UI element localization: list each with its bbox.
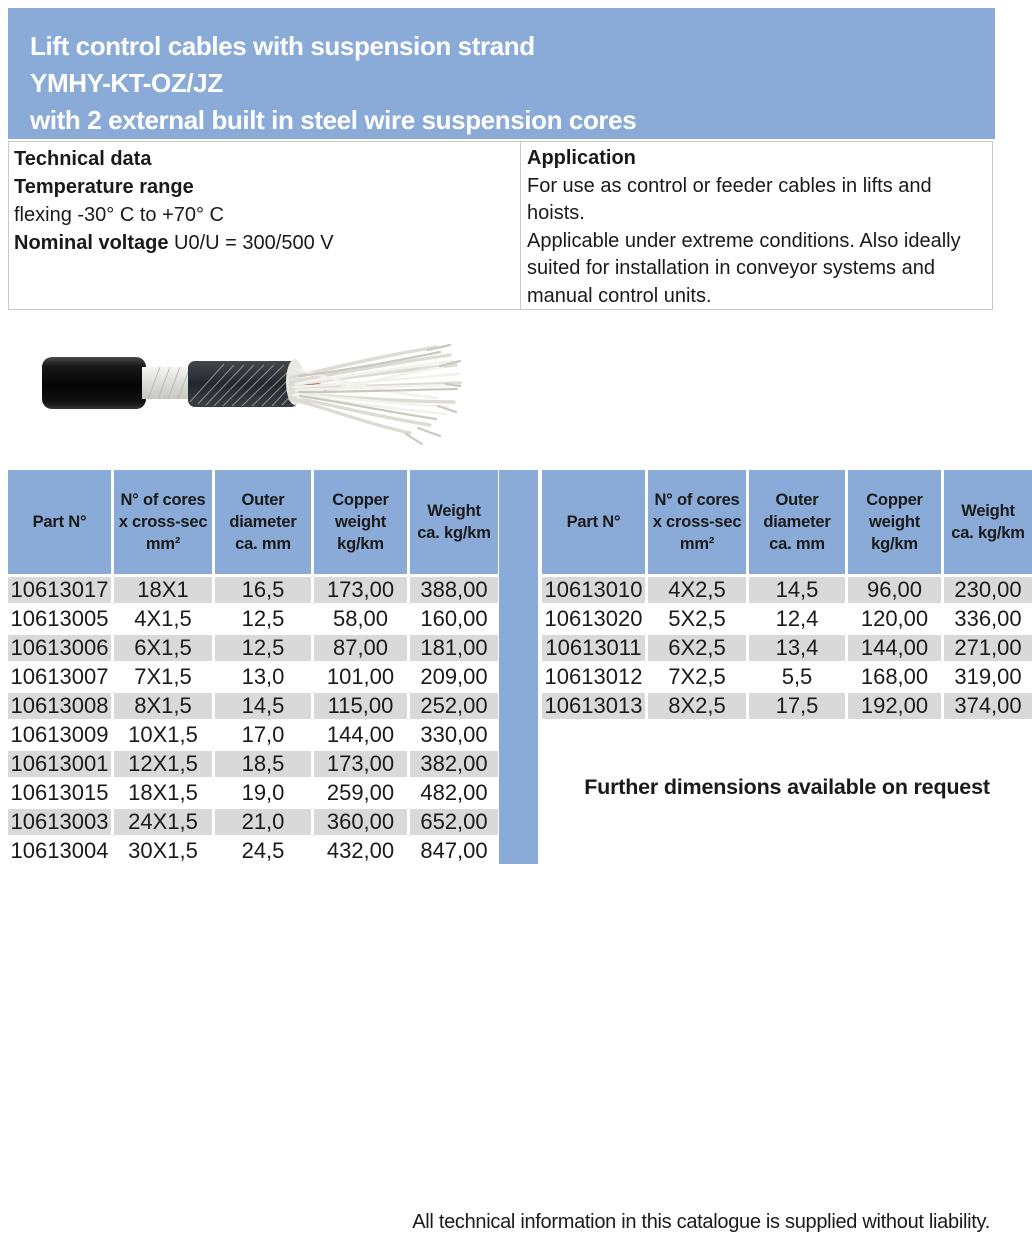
table-row	[542, 577, 1032, 603]
column-header: Part N°	[542, 470, 645, 574]
spec-table-right	[539, 467, 1032, 722]
page-header	[8, 8, 995, 139]
table-cell: 10613003	[8, 809, 111, 835]
further-dimensions-note: Further dimensions available on request	[584, 775, 990, 799]
table-cell: 374,00	[944, 693, 1032, 719]
table-cell: 21,0	[215, 809, 311, 835]
table-cell: 58,00	[314, 606, 407, 632]
table-cell: 12X1,5	[114, 751, 212, 777]
flexing-temperature-range: flexing -30° C to +70° C	[14, 204, 224, 226]
table-row	[542, 693, 1032, 719]
temperature-range-heading: Temperature range	[14, 176, 194, 198]
filler-strands	[290, 345, 460, 444]
table-row	[8, 780, 498, 806]
column-header: Part N°	[8, 470, 111, 574]
table-cell: 252,00	[410, 693, 498, 719]
table-cell: 192,00	[848, 693, 941, 719]
spec-table-left	[5, 467, 501, 867]
table-cell: 144,00	[848, 635, 941, 661]
table-cell: 5,5	[749, 664, 845, 690]
table-cell: 10613012	[542, 664, 645, 690]
column-header: Copper weight kg/km	[314, 470, 407, 574]
table-cell: 13,0	[215, 664, 311, 690]
table-cell: 4X1,5	[114, 606, 212, 632]
table-row	[8, 838, 498, 864]
table-cell: 12,5	[215, 606, 311, 632]
cable-jacket	[42, 357, 146, 409]
application-heading: Application	[527, 147, 636, 169]
table-row	[8, 809, 498, 835]
page-title: Lift control cables with suspension strand YMHY-KT-OZ/JZ with 2 external built in steel wire suspension cores	[30, 31, 637, 135]
table-row	[8, 693, 498, 719]
table-cell: 10613007	[8, 664, 111, 690]
table-cell: 6X1,5	[114, 635, 212, 661]
table-cell: 8X1,5	[114, 693, 212, 719]
table-cell: 120,00	[848, 606, 941, 632]
table-cell: 6X2,5	[648, 635, 746, 661]
table-cell: 432,00	[314, 838, 407, 864]
section-divider	[520, 142, 521, 309]
liability-footer: All technical information in this catalogue is supplied without liability.	[412, 1211, 990, 1233]
table-cell: 271,00	[944, 635, 1032, 661]
nominal-voltage-label: Nominal voltage	[14, 232, 169, 254]
table-cell: 96,00	[848, 577, 941, 603]
cable-inner-wrap	[142, 367, 190, 399]
column-header: Copper weight kg/km	[848, 470, 941, 574]
column-header: N° of cores x cross-sec mm²	[114, 470, 212, 574]
table-cell: 30X1,5	[114, 838, 212, 864]
table-row	[542, 635, 1032, 661]
table-cell: 10613005	[8, 606, 111, 632]
table-cell: 336,00	[944, 606, 1032, 632]
table-cell: 173,00	[314, 577, 407, 603]
table-cell: 10613015	[8, 780, 111, 806]
application-section	[527, 145, 989, 310]
table-cell: 17,5	[749, 693, 845, 719]
table-cell: 115,00	[314, 693, 407, 719]
column-header: Outer diameter ca. mm	[215, 470, 311, 574]
table-cell: 10X1,5	[114, 722, 212, 748]
table-cell: 4X2,5	[648, 577, 746, 603]
table-cell: 330,00	[410, 722, 498, 748]
table-row	[8, 722, 498, 748]
table-cell: 87,00	[314, 635, 407, 661]
column-header: Outer diameter ca. mm	[749, 470, 845, 574]
technical-data-section	[14, 145, 514, 257]
table-cell: 24,5	[215, 838, 311, 864]
table-cell: 10613020	[542, 606, 645, 632]
table-row	[8, 606, 498, 632]
table-cell: 12,4	[749, 606, 845, 632]
table-cell: 18X1,5	[114, 780, 212, 806]
table-cell: 16,5	[215, 577, 311, 603]
table-cell: 18,5	[215, 751, 311, 777]
table-cell: 482,00	[410, 780, 498, 806]
table-cell: 10613013	[542, 693, 645, 719]
table-cell: 10613006	[8, 635, 111, 661]
table-cell: 230,00	[944, 577, 1032, 603]
table-row	[542, 606, 1032, 632]
nominal-voltage-line	[14, 229, 514, 257]
table-cell: 319,00	[944, 664, 1032, 690]
table-cell: 18X1	[114, 577, 212, 603]
column-header: Weight ca. kg/km	[410, 470, 498, 574]
table-cell: 10613004	[8, 838, 111, 864]
table-cell: 382,00	[410, 751, 498, 777]
technical-data-heading: Technical data	[14, 148, 152, 170]
nominal-voltage-value: U0/U = 300/500 V	[168, 232, 334, 254]
table-cell: 19,0	[215, 780, 311, 806]
column-header: Weight ca. kg/km	[944, 470, 1032, 574]
table-cell: 652,00	[410, 809, 498, 835]
table-header-row	[542, 470, 1032, 574]
table-row	[8, 751, 498, 777]
table-cell: 10613010	[542, 577, 645, 603]
table-cell: 259,00	[314, 780, 407, 806]
table-cell: 8X2,5	[648, 693, 746, 719]
table-cell: 12,5	[215, 635, 311, 661]
table-cell: 160,00	[410, 606, 498, 632]
application-paragraph-1: For use as control or feeder cables in lifts and hoists.	[527, 174, 932, 224]
table-cell: 360,00	[314, 809, 407, 835]
table-cell: 14,5	[749, 577, 845, 603]
table-cell: 10613001	[8, 751, 111, 777]
table-cell: 5X2,5	[648, 606, 746, 632]
table-header-row	[8, 470, 498, 574]
column-header: N° of cores x cross-sec mm²	[648, 470, 746, 574]
table-cell: 10613011	[542, 635, 645, 661]
table-cell: 10613017	[8, 577, 111, 603]
table-cell: 14,5	[215, 693, 311, 719]
table-cell: 13,4	[749, 635, 845, 661]
table-row	[542, 664, 1032, 690]
table-cell: 10613009	[8, 722, 111, 748]
table-cell: 181,00	[410, 635, 498, 661]
table-cell: 168,00	[848, 664, 941, 690]
table-spacer	[499, 470, 538, 864]
application-paragraph-2: Applicable under extreme conditions. Also ideally suited for installation in conveyor systems and manual control units.	[527, 229, 961, 307]
table-cell: 173,00	[314, 751, 407, 777]
table-cell: 101,00	[314, 664, 407, 690]
table-row	[8, 577, 498, 603]
info-box	[8, 141, 993, 310]
table-row	[8, 664, 498, 690]
table-cell: 10613008	[8, 693, 111, 719]
table-cell: 388,00	[410, 577, 498, 603]
table-cell: 7X1,5	[114, 664, 212, 690]
cable-photo-graphic	[38, 340, 462, 452]
cable-photo	[38, 340, 462, 452]
table-cell: 144,00	[314, 722, 407, 748]
table-cell: 24X1,5	[114, 809, 212, 835]
table-cell: 209,00	[410, 664, 498, 690]
table-cell: 847,00	[410, 838, 498, 864]
table-cell: 7X2,5	[648, 664, 746, 690]
table-row	[8, 635, 498, 661]
table-cell: 17,0	[215, 722, 311, 748]
